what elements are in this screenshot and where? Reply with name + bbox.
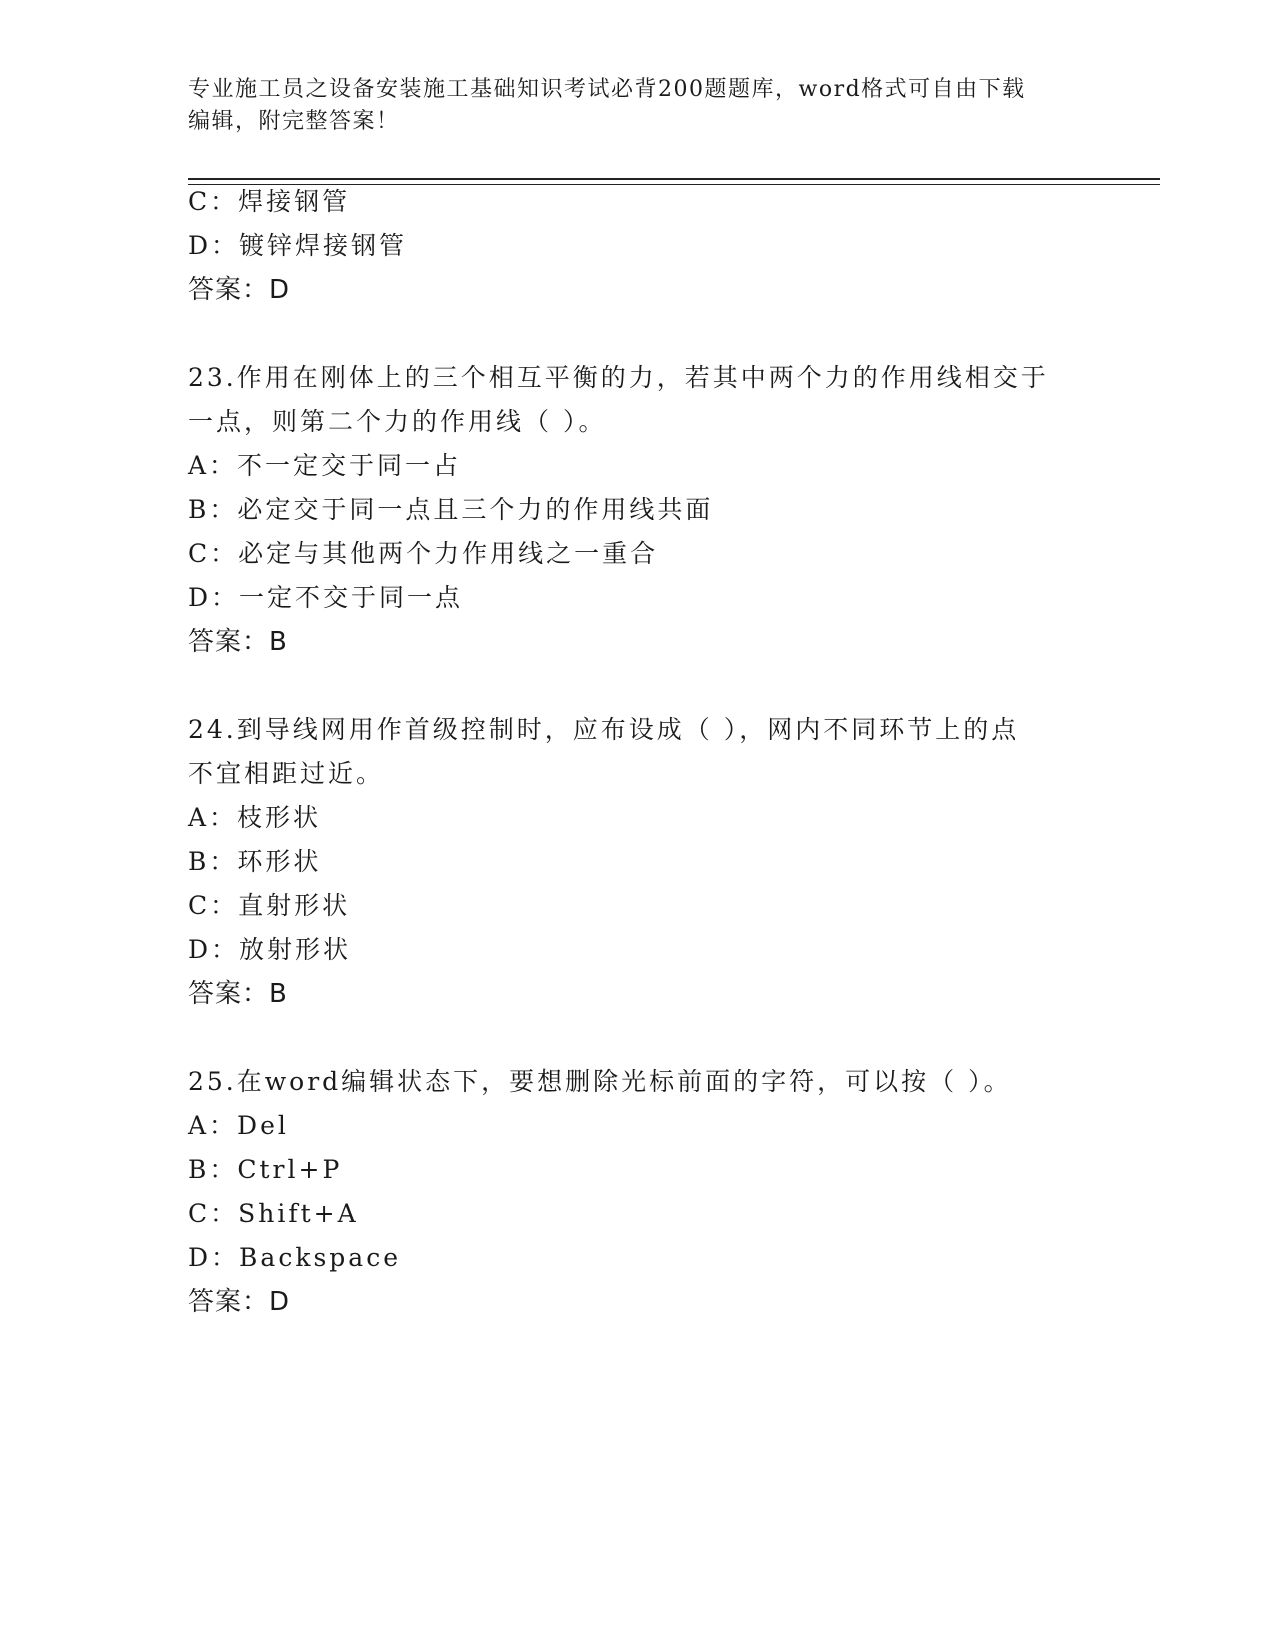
- q25-stem-line-1: 25.在word编辑状态下，要想删除光标前面的字符，可以按（ ）。: [188, 1067, 1012, 1096]
- q23-option-c: C：必定与其他两个力作用线之一重合: [188, 539, 659, 568]
- q23-stem-line-1: 23.作用在刚体上的三个相互平衡的力，若其中两个力的作用线相交于: [188, 363, 1049, 392]
- q24-option-d: D：放射形状: [188, 935, 352, 964]
- q23-option-b: B：必定交于同一点且三个力的作用线共面: [188, 495, 714, 524]
- header-divider-thin: [188, 184, 1160, 185]
- prev-option-c: C：焊接钢管: [188, 187, 351, 216]
- q23-option-d: D：一定不交于同一点: [188, 583, 464, 612]
- q24-stem-line-1: 24.到导线网用作首级控制时，应布设成（ ），网内不同环节上的点: [188, 715, 1020, 744]
- prev-answer: 答案：D: [188, 275, 291, 305]
- q24-option-c: C：直射形状: [188, 891, 351, 920]
- q24-answer: 答案：B: [188, 979, 288, 1009]
- q24-stem-line-2: 不宜相距过近。: [188, 759, 385, 788]
- prev-option-d: D：镀锌焊接钢管: [188, 231, 408, 260]
- q25-option-d: D：Backspace: [188, 1243, 402, 1272]
- header-title-line-2: 编辑，附完整答案！: [188, 109, 400, 134]
- q25-option-c: C：Shift+A: [188, 1199, 359, 1228]
- q23-option-a: A：不一定交于同一占: [188, 451, 462, 480]
- header-divider-thick: [188, 178, 1160, 180]
- header-title-line-1: 专业施工员之设备安装施工基础知识考试必背200题题库，word格式可自由下载: [188, 77, 1026, 102]
- q23-answer: 答案：B: [188, 627, 288, 657]
- q24-option-b: B：环形状: [188, 847, 322, 876]
- q23-stem-line-2: 一点，则第二个力的作用线（ ）。: [188, 407, 607, 436]
- q25-answer: 答案：D: [188, 1287, 291, 1317]
- q24-option-a: A：枝形状: [188, 803, 322, 832]
- document-header: [188, 74, 1088, 138]
- q25-option-a: A：Del: [188, 1111, 289, 1140]
- q25-option-b: B：Ctrl+P: [188, 1155, 343, 1184]
